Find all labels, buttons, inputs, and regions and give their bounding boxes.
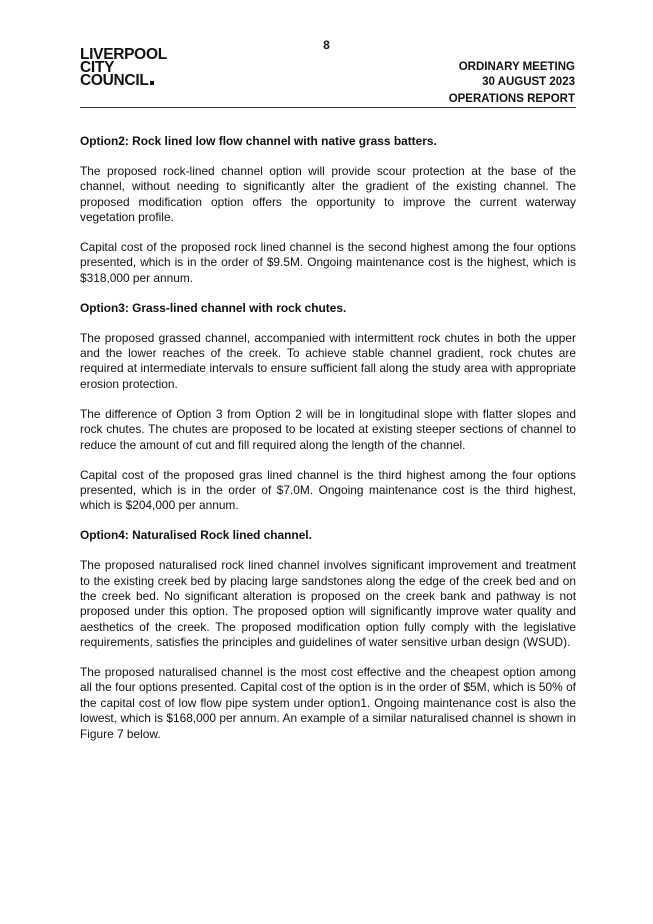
document-body [80,134,576,757]
option3-heading: Option3: Grass-lined channel with rock chutes. [80,300,347,315]
option3-paragraph-2: The difference of Option 3 from Option 2 will be in longitudinal slope with flatter slopes and rock chutes. The chutes are proposed to be located at existing steeper sections of channel to reduce the amount of cut and fill required along the length of the channel. [80,406,576,452]
logo-dot-icon [150,81,154,85]
option3-paragraph-3: Capital cost of the proposed gras lined channel is the third highest among the four options presented, which is in the order of $7.0M. Ongoing maintenance cost is the third highest, which is $204,000 per annum. [80,467,576,513]
logo-line-1: LIVERPOOL [80,46,167,63]
page-number: 8 [323,38,330,52]
logo-line-3-text: COUNCIL [80,72,149,89]
report-title: OPERATIONS REPORT [448,93,575,105]
option2-paragraph-1: The proposed rock-lined channel option will provide scour protection at the base of the channel, without needing to significantly alter the gradient of the existing channel. The proposed modification option offers the opportunity to improve the current waterway vegetation profile. [80,163,576,225]
meeting-title: ORDINARY MEETING [458,61,575,73]
option4-heading: Option4: Naturalised Rock lined channel. [80,528,312,543]
report-header [449,60,575,107]
logo-line-3 [80,74,167,87]
option4-paragraph-2: The proposed naturalised channel is the most cost effective and the cheapest option among all the four options presented. Capital cost of the option is in the order of $5M, which is 50% of the capital cost of low flow pipe system under option1. Ongoing maintenance cost is also the lowest, which is $168,000 per annum. An example of a similar naturalised channel is shown in Figure 7 below. [80,665,576,741]
council-logo [80,48,167,87]
meeting-date: 30 AUGUST 2023 [482,76,575,88]
option4-paragraph-1: The proposed naturalised rock lined channel involves significant improvement and treatment to the existing creek bed by placing large sandstones along the edge of the creek bed and on the creek bed. No significant alteration is proposed on the creek bank and pathway is not proposed under this option. The proposed option will significantly improve water quality and aesthetics of the creek. The proposed modification option fully comply with the legislative requirements, satisfies the principles and guidelines of water sensitive urban design (WSUD). [80,558,576,650]
header-divider [80,107,576,108]
logo-line-2: CITY [80,59,115,76]
option2-paragraph-2: Capital cost of the proposed rock lined channel is the second highest among the four options presented, which is in the order of $9.5M. Ongoing maintenance cost is the highest, which is $318,000 per annum. [80,240,576,285]
option2-heading: Option2: Rock lined low flow channel with native grass batters. [80,134,437,148]
option3-paragraph-1: The proposed grassed channel, accompanied with intermittent rock chutes in both the upper and the lower reaches of the creek. To achieve stable channel gradient, rock chutes are required at intermediate intervals to ensure sufficient fall along the study area with appropriate erosion protection. [80,330,576,391]
